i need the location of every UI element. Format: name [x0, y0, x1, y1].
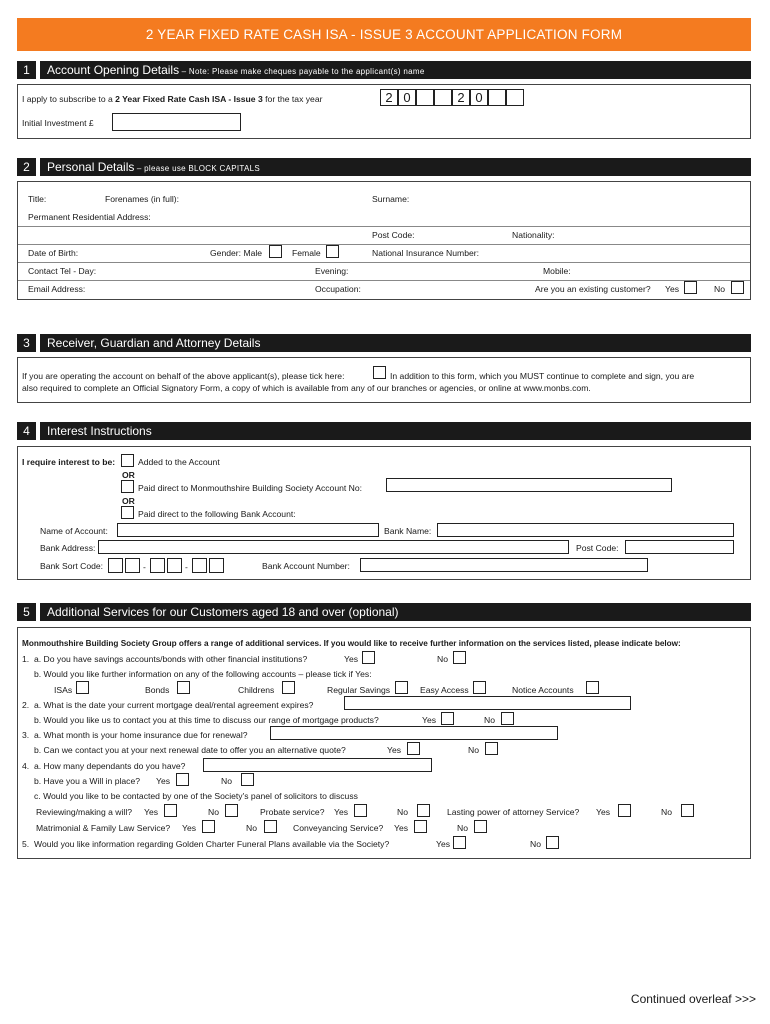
q2b-no-checkbox[interactable]	[501, 712, 514, 725]
continued-overleaf: Continued overleaf >>>	[630, 992, 756, 1006]
q5-no-checkbox[interactable]	[546, 836, 559, 849]
q4-number: 4.	[22, 761, 30, 771]
subscribe-text-c: for the tax year	[262, 94, 323, 104]
isas-label: ISAs	[54, 685, 73, 695]
matrimonial-yes-label: Yes	[182, 823, 197, 833]
bank-address-label: Bank Address:	[40, 543, 96, 553]
subscribe-text	[22, 94, 322, 105]
section-2-note: – please use BLOCK CAPITALS	[134, 164, 261, 173]
interest-added-label: Added to the Account	[138, 457, 220, 467]
section-2-title: Personal Details	[47, 160, 135, 174]
matrimonial-label: Matrimonial & Family Law Service?	[36, 823, 171, 833]
section-2-number: 2	[17, 158, 36, 176]
gender-female-checkbox[interactable]	[326, 245, 339, 258]
evening-label: Evening:	[315, 266, 349, 276]
bank-postcode-label: Post Code:	[576, 543, 619, 553]
divider	[18, 262, 750, 263]
conveyancing-no-label: No	[457, 823, 468, 833]
address-label: Permanent Residential Address:	[28, 212, 151, 222]
section-4-title: Interest Instructions	[47, 424, 152, 438]
lasting-no-checkbox[interactable]	[681, 804, 694, 817]
q2b-text: b. Would you like us to contact you at this time to discuss our range of mortgage products?	[34, 715, 379, 725]
q5-yes-label: Yes	[436, 839, 451, 849]
sort-code-box[interactable]	[150, 558, 165, 573]
bank-name-label: Bank Name:	[384, 526, 432, 536]
q5-yes-checkbox[interactable]	[453, 836, 466, 849]
bank-address-input[interactable]	[98, 540, 569, 554]
mortgage-expiry-input[interactable]	[344, 696, 631, 710]
q3b-text: b. Can we contact you at your next renewal date to offer you an alternative quote?	[34, 745, 346, 755]
tax-year-start-digit-2[interactable]: 0	[398, 89, 416, 106]
sort-code-box[interactable]	[167, 558, 182, 573]
bank-postcode-input[interactable]	[625, 540, 734, 554]
bank-name-input[interactable]	[437, 523, 734, 537]
interest-bank-label: Paid direct to the following Bank Account:	[138, 509, 296, 519]
tel-day-label: Contact Tel - Day:	[28, 266, 97, 276]
account-name-input[interactable]	[117, 523, 379, 537]
lasting-yes-checkbox[interactable]	[618, 804, 631, 817]
section-5-title: Additional Services for our Customers aged 18 and over (optional)	[47, 605, 399, 619]
section-3-header	[40, 334, 751, 352]
sort-code-dash: -	[143, 562, 146, 572]
tax-year-start-digit-1[interactable]: 2	[380, 89, 398, 106]
reviewing-no-checkbox[interactable]	[225, 804, 238, 817]
nationality-label: Nationality:	[512, 230, 555, 240]
probate-no-checkbox[interactable]	[417, 804, 430, 817]
q3b-no-checkbox[interactable]	[485, 742, 498, 755]
isas-checkbox[interactable]	[76, 681, 89, 694]
existing-yes-checkbox[interactable]	[684, 281, 697, 294]
existing-no-label: No	[714, 284, 725, 294]
initial-investment-label: Initial Investment £	[22, 118, 94, 128]
matrimonial-no-label: No	[246, 823, 257, 833]
sort-code-box[interactable]	[125, 558, 140, 573]
q4a-text: a. How many dependants do you have?	[34, 761, 186, 771]
bonds-checkbox[interactable]	[177, 681, 190, 694]
tax-year-end-digit-3[interactable]	[488, 89, 506, 106]
q3a-text: a. What month is your home insurance due for renewal?	[34, 730, 248, 740]
q4c-text: c. Would you like to be contacted by one of the Society's panel of solicitors to discuss	[34, 791, 358, 801]
q5-number: 5.	[22, 839, 30, 849]
q4b-no-checkbox[interactable]	[241, 773, 254, 786]
existing-no-checkbox[interactable]	[731, 281, 744, 294]
q1-number: 1.	[22, 654, 30, 664]
divider	[18, 226, 750, 227]
section-4-number: 4	[17, 422, 36, 440]
gender-female-label: Female	[292, 248, 321, 258]
require-interest-label: I require interest to be:	[22, 457, 116, 467]
conveyancing-no-checkbox[interactable]	[474, 820, 487, 833]
sort-code-box[interactable]	[108, 558, 123, 573]
q2a-text: a. What is the date your current mortgage deal/rental agreement expires?	[34, 700, 314, 710]
receiver-text-2: also required to complete an Official Signatory Form, a copy of which is available from any of our branches or agencies, or online at www.monbs.com.	[22, 383, 591, 393]
mobile-label: Mobile:	[543, 266, 571, 276]
interest-society-checkbox[interactable]	[121, 480, 134, 493]
ni-label: National Insurance Number:	[372, 248, 479, 258]
q5-text: Would you like information regarding Golden Charter Funeral Plans available via the Society?	[34, 839, 390, 849]
occupation-label: Occupation:	[315, 284, 361, 294]
gender-male-checkbox[interactable]	[269, 245, 282, 258]
forenames-label: Forenames (in full):	[105, 194, 180, 204]
surname-label: Surname:	[372, 194, 410, 204]
q4b-text: b. Have you a Will in place?	[34, 776, 141, 786]
q2b-yes-label: Yes	[422, 715, 437, 725]
matrimonial-no-checkbox[interactable]	[264, 820, 277, 833]
reviewing-will-label: Reviewing/making a will?	[36, 807, 133, 817]
subscribe-text-a: I apply to subscribe to a	[22, 94, 116, 104]
postcode-label: Post Code:	[372, 230, 415, 240]
q1a-yes-checkbox[interactable]	[362, 651, 375, 664]
regular-savings-checkbox[interactable]	[395, 681, 408, 694]
q2b-no-label: No	[484, 715, 495, 725]
existing-customer-label: Are you an existing customer?	[535, 284, 651, 294]
probate-yes-label: Yes	[334, 807, 349, 817]
probate-yes-checkbox[interactable]	[354, 804, 367, 817]
probate-label: Probate service?	[260, 807, 325, 817]
q2b-yes-checkbox[interactable]	[441, 712, 454, 725]
dependants-input[interactable]	[203, 758, 432, 772]
sort-code-dash: -	[185, 562, 188, 572]
conveyancing-label: Conveyancing Service?	[293, 823, 384, 833]
q3b-yes-label: Yes	[387, 745, 402, 755]
notice-accounts-label: Notice Accounts	[512, 685, 574, 695]
regular-savings-label: Regular Savings	[327, 685, 391, 695]
q3b-yes-checkbox[interactable]	[407, 742, 420, 755]
or-label: OR	[122, 470, 135, 480]
initial-investment-input[interactable]	[112, 113, 241, 131]
q1a-text: a. Do you have savings accounts/bonds with other financial institutions?	[34, 654, 308, 664]
section-1-title: Account Opening Details	[47, 63, 180, 77]
section-2-header	[40, 158, 751, 176]
q4b-no-label: No	[221, 776, 232, 786]
q1b-text: b. Would you like further information on any of the following accounts – please tick if Yes:	[34, 669, 372, 679]
q4b-yes-checkbox[interactable]	[176, 773, 189, 786]
account-number-label: Bank Account Number:	[262, 561, 350, 571]
sort-code-label: Bank Sort Code:	[40, 561, 104, 571]
section-3-number: 3	[17, 334, 36, 352]
section-1-header	[40, 61, 751, 79]
probate-no-label: No	[397, 807, 408, 817]
section-3-title: Receiver, Guardian and Attorney Details	[47, 336, 261, 350]
sort-code-box[interactable]	[209, 558, 224, 573]
reviewing-no-label: No	[208, 807, 219, 817]
receiver-tick-checkbox[interactable]	[373, 366, 386, 379]
lasting-yes-label: Yes	[596, 807, 611, 817]
conveyancing-yes-label: Yes	[394, 823, 409, 833]
tax-year-start-digit-3[interactable]	[416, 89, 434, 106]
notice-accounts-checkbox[interactable]	[586, 681, 599, 694]
receiver-text-1a: If you are operating the account on behalf of the above applicant(s), please tick here:	[22, 371, 345, 381]
q1a-no-checkbox[interactable]	[453, 651, 466, 664]
tax-year-start-digit-4[interactable]	[434, 89, 452, 106]
q1a-yes-label: Yes	[344, 654, 359, 664]
reviewing-yes-label: Yes	[144, 807, 159, 817]
receiver-text-1b: In addition to this form, which you MUST continue to complete and sign, you are	[390, 371, 695, 381]
or-label: OR	[122, 496, 135, 506]
existing-yes-label: Yes	[665, 284, 680, 294]
q5-no-label: No	[530, 839, 541, 849]
tax-year-end-digit-4[interactable]	[506, 89, 524, 106]
interest-added-checkbox[interactable]	[121, 454, 134, 467]
section-5-header	[40, 603, 751, 621]
section-5-number: 5	[17, 603, 36, 621]
section-1-note: – Note: Please make cheques payable to the applicant(s) name	[179, 67, 425, 76]
lasting-no-label: No	[661, 807, 672, 817]
lasting-poa-label: Lasting power of attorney Service?	[447, 807, 580, 817]
q2-number: 2.	[22, 700, 30, 710]
product-name: 2 Year Fixed Rate Cash ISA - Issue 3	[115, 94, 263, 104]
insurance-renewal-input[interactable]	[270, 726, 558, 740]
section-4-header	[40, 422, 751, 440]
account-name-label: Name of Account:	[40, 526, 108, 536]
gender-male-label: Gender: Male	[210, 248, 263, 258]
q3b-no-label: No	[468, 745, 479, 755]
tax-year-end-digit-2[interactable]: 0	[470, 89, 488, 106]
email-label: Email Address:	[28, 284, 86, 294]
bonds-label: Bonds	[145, 685, 170, 695]
q4b-yes-label: Yes	[156, 776, 171, 786]
services-intro: Monmouthshire Building Society Group offers a range of additional services. If you would like to receive further information on the services listed, please indicate below:	[22, 639, 681, 648]
dob-label: Date of Birth:	[28, 248, 79, 258]
account-number-input[interactable]	[360, 558, 648, 572]
form-title: 2 YEAR FIXED RATE CASH ISA - ISSUE 3 ACCOUNT APPLICATION FORM	[17, 18, 751, 51]
childrens-checkbox[interactable]	[282, 681, 295, 694]
tax-year-end-digit-1[interactable]: 2	[452, 89, 470, 106]
matrimonial-yes-checkbox[interactable]	[202, 820, 215, 833]
divider	[18, 244, 750, 245]
section-1-number: 1	[17, 61, 36, 79]
interest-bank-checkbox[interactable]	[121, 506, 134, 519]
divider	[18, 280, 750, 281]
easy-access-label: Easy Access	[420, 685, 469, 695]
interest-society-label: Paid direct to Monmouthshire Building Society Account No:	[138, 483, 363, 493]
q1a-no-label: No	[437, 654, 448, 664]
reviewing-yes-checkbox[interactable]	[164, 804, 177, 817]
conveyancing-yes-checkbox[interactable]	[414, 820, 427, 833]
sort-code-box[interactable]	[192, 558, 207, 573]
society-account-input[interactable]	[386, 478, 672, 492]
q3-number: 3.	[22, 730, 30, 740]
easy-access-checkbox[interactable]	[473, 681, 486, 694]
childrens-label: Childrens	[238, 685, 275, 695]
title-label: Title:	[28, 194, 47, 204]
